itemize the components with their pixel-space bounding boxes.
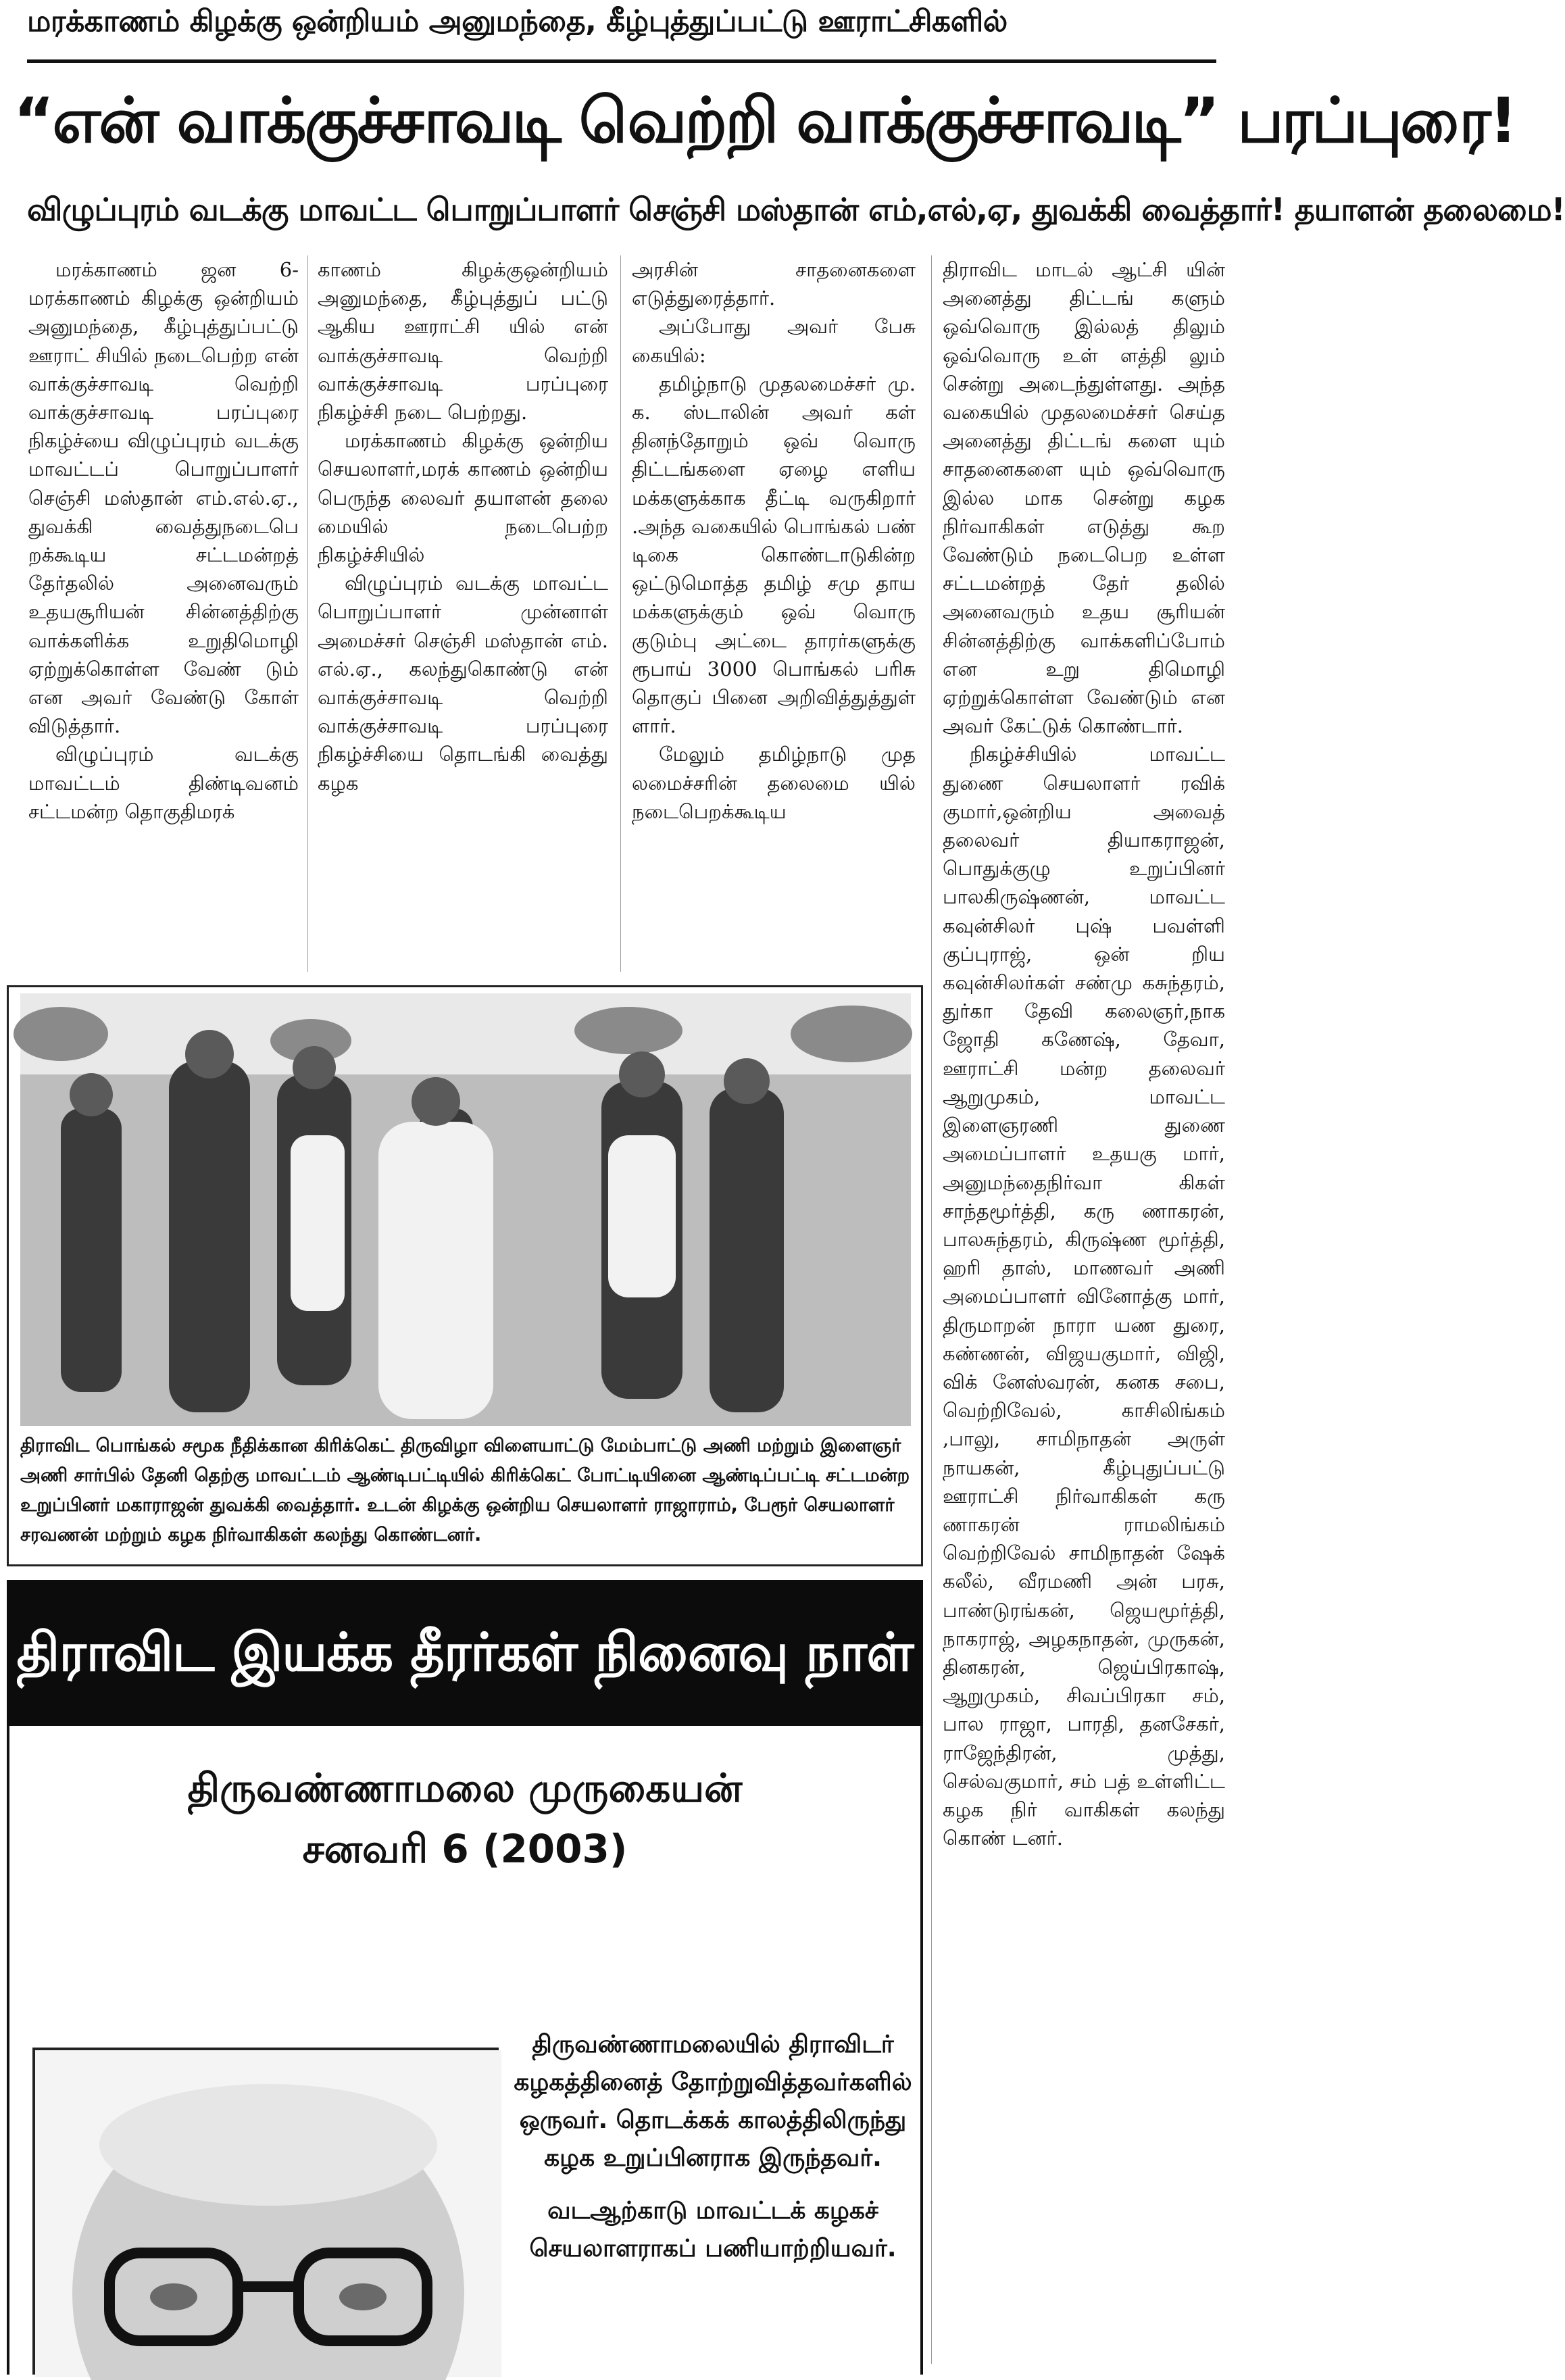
article-paragraph: மேலும் தமிழ்நாடு முத லமைச்சரின் தலைமை யில் நடைபெறக்கூடிய: [632, 743, 916, 823]
article-paragraph: நிகழ்ச்சியில் மாவட்ட துணை செயலாளர் ரவிக் குமார்,ஒன்றிய அவைத் தலைவர் தியாகராஜன், பொதுக்குழு உறுப்பினர் பாலகிருஷ்ணன், மாவட்ட கவுன்சிலர் புஷ் பவள்ளி குப்புராஜ், ஒன் றிய கவுன்சிலர்கள் சண்மு கசுந்தரம், துர்கா தேவி கலைஞர்,நாக ஜோதி கணேஷ், தேவா, ஊராட்சி மன்ற தலைவர் ஆறுமுகம், மாவட்ட இளைஞரணி துணை அமைப்பாளர் உதயகு மார், அனுமந்தைநிர்வா கிகள் சாந்தமூர்த்தி, கரு ணாகரன், பாலசுந்தரம், கிருஷ்ண மூர்த்தி, ஹரி தாஸ், மாணவர் அணி அமைப்பாளர் வினோத்கு மார், திருமாறன் நாரா யண துரை, கண்ணன், விஜயகுமார், விஜி, விக் னேஸ்வரன், கனக சபை, வெற்றிவேல், காசிலிங்கம் ,பாலு, சாமிநாதன் அருள் நாயகன், கீழ்புதுப்பட்டு ஊராட்சி நிர்வாகிகள் கரு ணாகரன் ராமலிங்கம் வெற்றிவேல் சாமிநாதன் ஷேக் கலீல், வீரமணி அன் பரசு, பாண்டுரங்கன், ஜெயமூர்த்தி, நாகராஜ், அழகநாதன், முருகன், தினகரன், ஜெய்பிரகாஷ், ஆறுமுகம், சிவப்பிரகா சம், பால ராஜா, பாரதி, தனசேகர், ராஜேந்திரன், முத்து, செல்வகுமார், சம் பத் உள்ளிட்ட கழக நிர் வாகிகள் கலந்து கொண் டனர்.: [943, 743, 1225, 1850]
article-paragraph: மரக்காணம் கிழக்கு ஒன்றிய செயலாளர்,மரக் காணம் ஒன்றிய பெருந்த லைவர் தயாளன் தலை மையில் நடைபெற்ற நிகழ்ச்சியில்: [318, 429, 608, 567]
memorial-bio-paragraph: வடஆற்காடு மாவட்டக் கழகச் செயலாளராகப் பணியாற்றியவர்.: [529, 2197, 897, 2262]
subhead: விழுப்புரம் வடக்கு மாவட்ட பொறுப்பாளர் செஞ்சி மஸ்தான் எம்,எல்,ஏ, துவக்கி வைத்தார்! தயாளன் தலைமை!: [27, 191, 1565, 228]
column-divider: [307, 255, 308, 972]
article-paragraph: விழுப்புரம் வடக்கு மாவட்டம் திண்டிவனம் சட்டமன்ற தொகுதிமரக்: [28, 743, 299, 823]
article-paragraph: மரக்காணம் ஜன 6- மரக்காணம் கிழக்கு ஒன்றியம் அனுமந்தை, கீழ்புத்துப்பட்டு ஊராட் சியில் நடைபெற்ற என் வாக்குச்சாவடி வெற்றி வாக்குச்சாவடி பரப்புரை நிகழ்ச்யை விழுப்புரம் வடக்கு மாவட்டப் பொறுப்பாளர் செஞ்சி மஸ்தான் எம்.எல்.ஏ., துவக்கி வைத்துநடைபெ றக்கூடிய சட்டமன்றத் தேர்தலில் அனைவரும் உதயசூரியன் சின்னத்திற்கு வாக்களிக்க உறுதிமொழி ஏற்றுக்கொள்ள வேண் டும் என அவர் வேண்டு கோள் விடுத்தார்.: [28, 258, 299, 738]
memorial-name: திருவண்ணாமலை முருகையன்: [187, 1765, 743, 1811]
memorial-bio: [514, 2026, 912, 2375]
memorial-date: சனவரி 6 (2003): [302, 1826, 628, 1872]
column-divider: [931, 255, 932, 2364]
memorial-banner: திராவிட இயக்க தீரர்கள் நினைவு நாள்: [7, 1580, 923, 1726]
article-column-4: [943, 255, 1225, 2364]
memorial-bio-paragraph: திருவண்ணாமலையில் திராவிடர் கழகத்தினைத் தோற்றுவித்தவர்களில் ஒருவர். தொடக்கக் காலத்திலிருந்து கழக உறுப்பினராக இருந்தவர்.: [514, 2031, 912, 2172]
headline: “என் வாக்குச்சாவடி வெற்றி வாக்குச்சாவடி” பரப்புரை!: [14, 84, 1516, 157]
column-divider: [620, 255, 621, 972]
article-paragraph: அரசின் சாதனைகளை எடுத்துரைத்தார்.: [632, 258, 916, 310]
memorial-portrait: [32, 2048, 499, 2375]
article-paragraph: காணம் கிழக்குஒன்றியம் அனுமந்தை, கீழ்புத்துப் பட்டு ஆகிய ஊராட்சி யில் என் வாக்குச்சாவடி வெற்றி வாக்குச்சாவடி பரப்புரை நிகழ்ச்சி நடை பெற்றது.: [318, 258, 608, 424]
photo-caption: திராவிட பொங்கல் சமூக நீதிக்கான கிரிக்கெட் திருவிழா விளையாட்டு மேம்பாட்டு அணி மற்றும் இளைஞர் அணி சார்பில் தேனி தெற்கு மாவட்டம் ஆண்டிபட்டியில் கிரிக்கெட் போட்டியினை ஆண்டிப்பட்டி சட்டமன்ற உறுப்பினர் மகாராஜன் துவக்கி வைத்தார். உடன் கிழக்கு ஒன்றிய செயலாளர் ராஜாராம், பேரூர் செயலாளர் சரவணன் மற்றும் கழக நிர்வாகிகள் கலந்து கொண்டனர்.: [20, 1435, 910, 1545]
event-photo: [20, 993, 911, 1426]
header-rule: [27, 59, 1216, 63]
article-paragraph: விழுப்புரம் வடக்கு மாவட்ட பொறுப்பாளர் முன்னாள் அமைச்சர் செஞ்சி மஸ்தான் எம். எல்.ஏ., கலந்துகொண்டு என் வாக்குச்சாவடி வெற்றி வாக்குச்சாவடி பரப்புரை நிகழ்ச்சியை தொடங்கி வைத்து கழக: [318, 572, 608, 795]
article-paragraph: தமிழ்நாடு முதலமைச்சர் மு. க. ஸ்டாலின் அவர் கள் தினந்தோறும் ஒவ் வொரு திட்டங்களை ஏழை எளிய மக்களுக்காக தீட்டி வருகிறார் .அந்த வகையில் பொங்கல் பண் டிகை கொண்டாடுகின்ற ஒட்டுமொத்த தமிழ் சமு தாய மக்களுக்கும் ஒவ் வொரு குடும்பு அட்டை தாரர்களுக்கு ரூபாய் 3000 பொங்கல் பரிசு தொகுப் பினை அறிவித்துத்துள் ளார்.: [632, 372, 916, 738]
article-paragraph: திராவிட மாடல் ஆட்சி யின் அனைத்து திட்டங் களும் ஒவ்வொரு இல்லத் திலும் ஒவ்வொரு உள் ளத்தி லும் சென்று அடைந்துள்ளது. அந்த வகையில் முதலமைச்சர் செய்த அனைத்து திட்டங் களை யும் சாதனைகளை யும் ஒவ்வொரு இல்ல மாக சென்று கழக நிர்வாகிகள் எடுத்து கூற வேண்டும் நடைபெற உள்ள சட்டமன்றத் தேர் தலில் அனைவரும் உதய சூரியன் சின்னத்திற்கு வாக்களிப்போம் என உறு திமொழி ஏற்றுக்கொள்ள வேண்டும் என அவர் கேட்டுக் கொண்டார்.: [943, 258, 1225, 738]
kicker-line: மரக்காணம் கிழக்கு ஒன்றியம் அனுமந்தை, கீழ்புத்துப்பட்டு ஊராட்சிகளில்: [27, 4, 1008, 39]
article-column-3: [632, 255, 916, 972]
article-column-1: [28, 255, 299, 972]
article-column-2: [318, 255, 608, 972]
article-paragraph: அப்போது அவர் பேசு கையில்:: [632, 315, 916, 367]
